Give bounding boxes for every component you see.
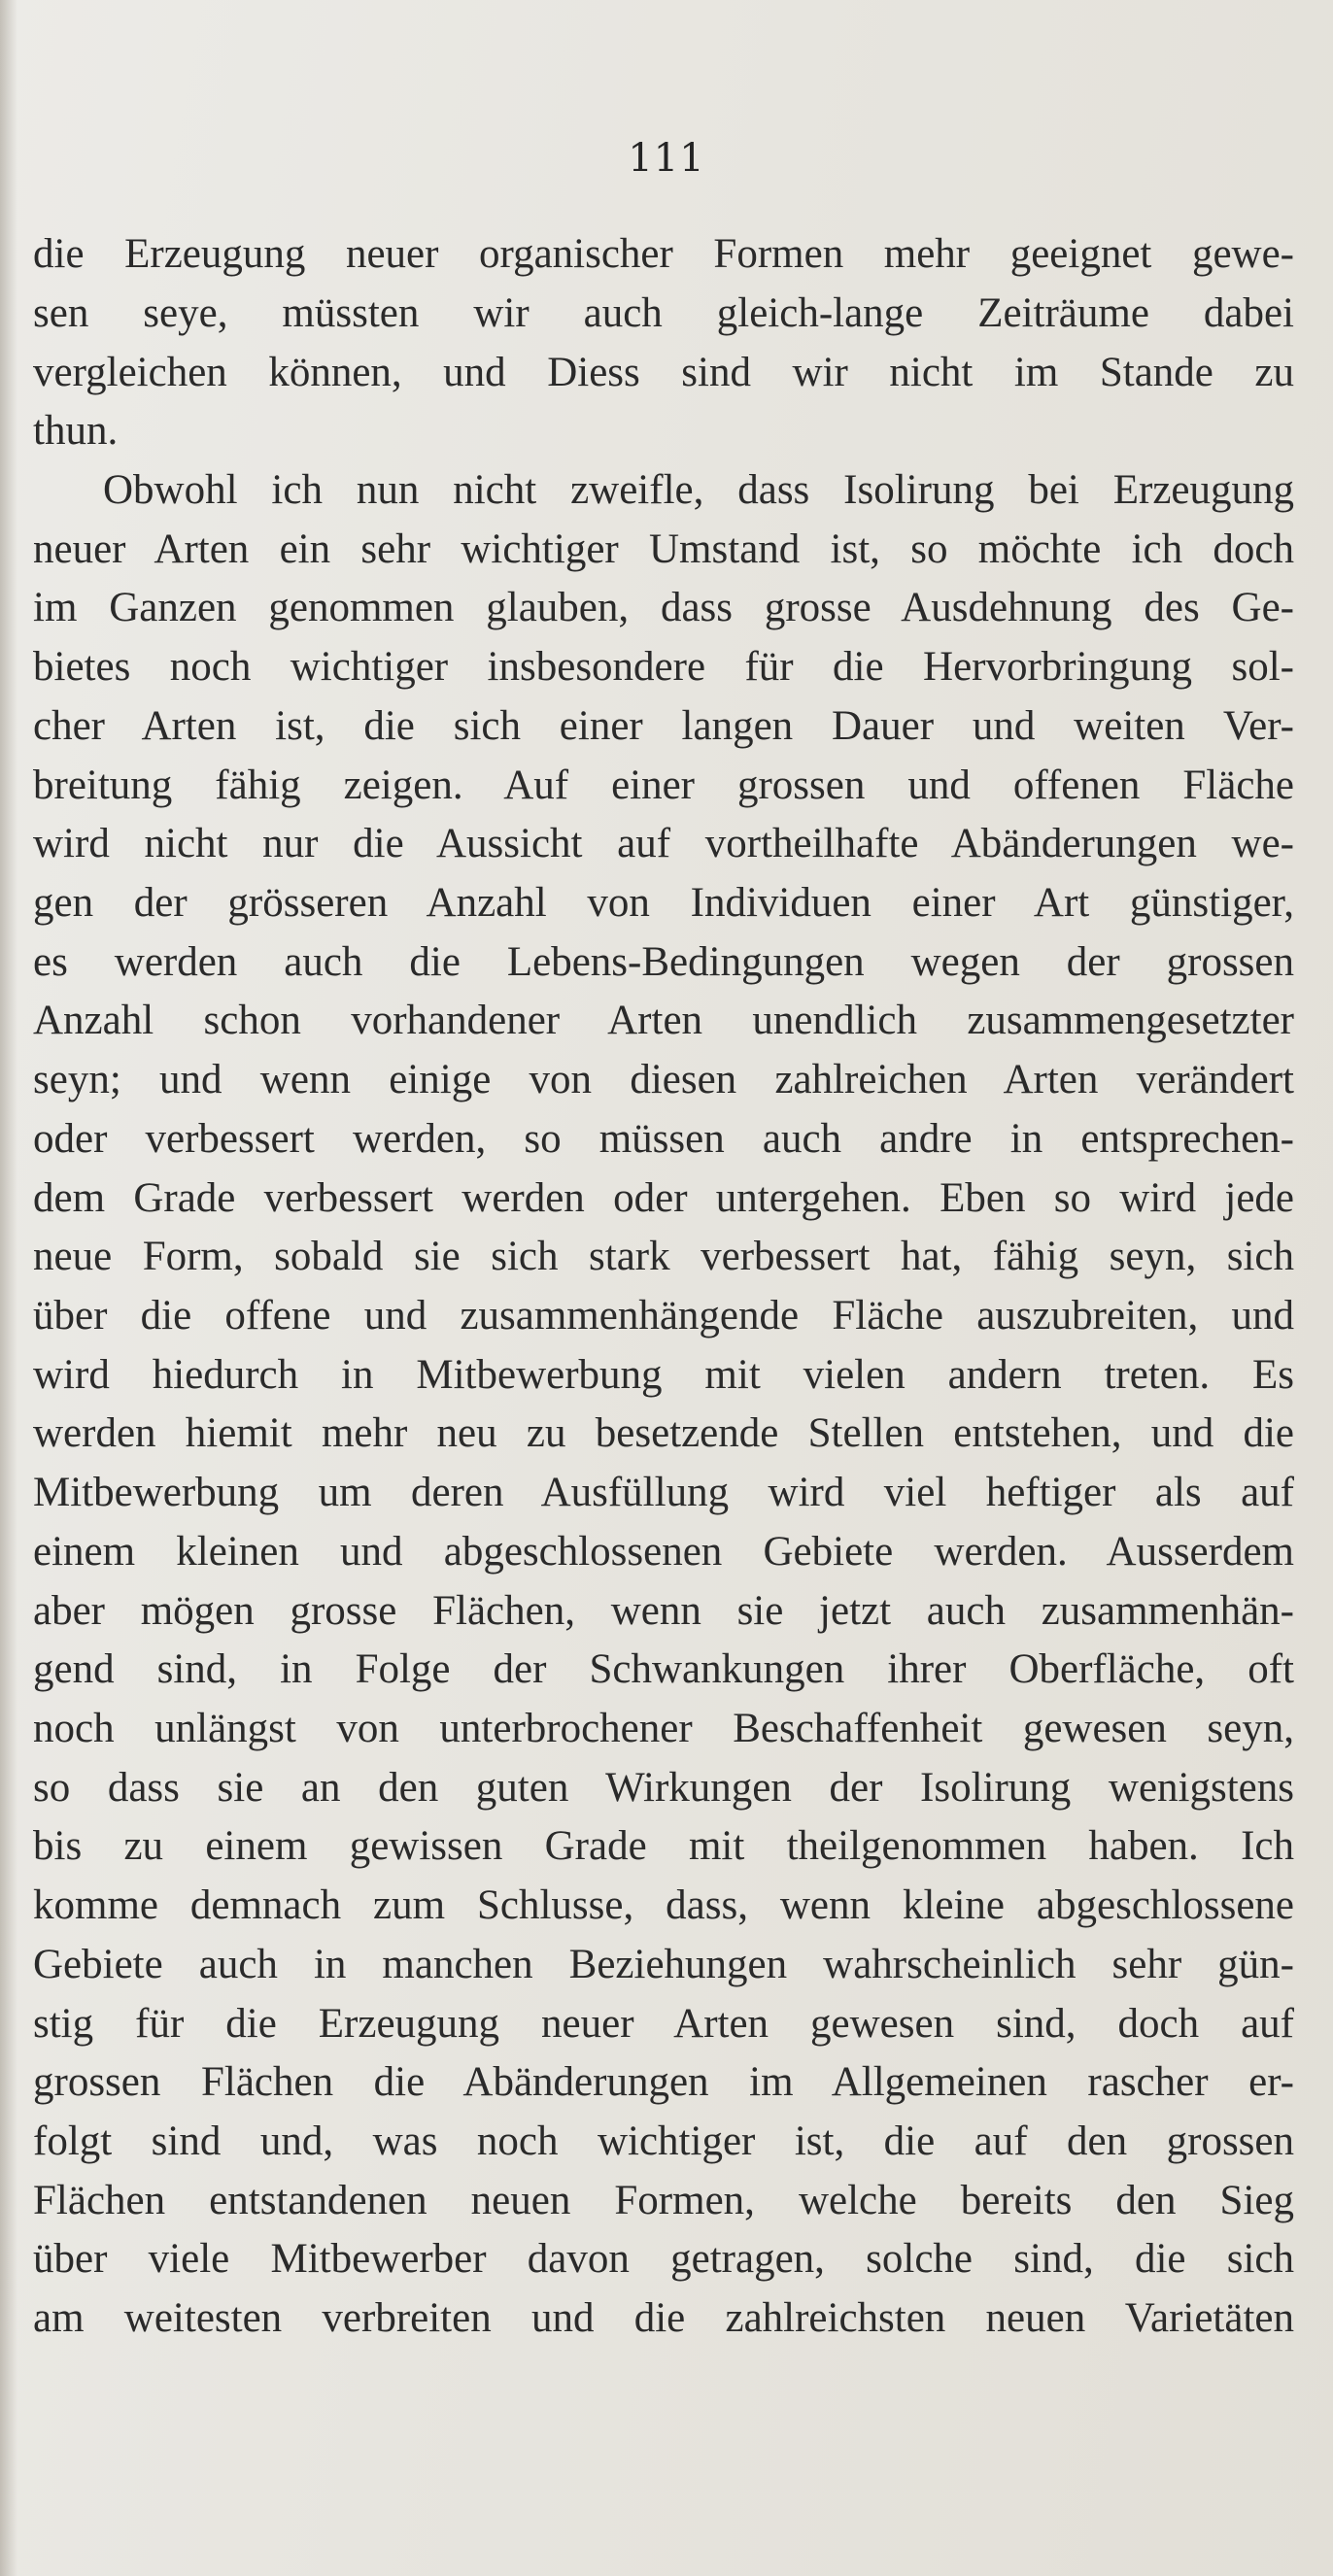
text-line: gend sind, in Folge der Schwankungen ihrer Oberfläche, oft — [33, 1646, 1294, 1692]
text-line: wird hiedurch in Mitbewerbung mit vielen andern treten. Es — [33, 1352, 1294, 1398]
text-line: noch unlängst von unterbrochener Beschaffenheit gewesen seyn, — [33, 1706, 1294, 1751]
text-line: einem kleinen und abgeschlossenen Gebiete werden. Ausserdem — [33, 1529, 1294, 1575]
text-line: thun. — [33, 408, 119, 454]
text-line: bis zu einem gewissen Grade mit theilgenommen haben. Ich — [33, 1823, 1294, 1869]
text-line: Obwohl ich nun nicht zweifle, dass Isolirung bei Erzeugung — [103, 467, 1294, 513]
text-line: über viele Mitbewerber davon getragen, solche sind, die sich — [33, 2236, 1294, 2282]
text-line: cher Arten ist, die sich einer langen Dauer und weiten Ver- — [33, 703, 1294, 749]
text-line: dem Grade verbessert werden oder untergehen. Eben so wird jede — [33, 1175, 1294, 1221]
text-line: Anzahl schon vorhandener Arten unendlich zusammengesetzter — [33, 998, 1294, 1043]
text-line: bietes noch wichtiger insbesondere für die Hervorbringung sol- — [33, 644, 1294, 690]
text-line: Flächen entstandenen neuen Formen, welche bereits den Sieg — [33, 2178, 1294, 2223]
text-line: werden hiemit mehr neu zu besetzende Stellen entstehen, und die — [33, 1410, 1294, 1456]
text-line: die Erzeugung neuer organischer Formen mehr geeignet gewe- — [33, 231, 1294, 277]
text-line: im Ganzen genommen glauben, dass grosse Ausdehnung des Ge- — [33, 585, 1294, 630]
text-line: Mitbewerbung um deren Ausfüllung wird viel heftiger als auf — [33, 1470, 1294, 1515]
text-line: über die offene und zusammenhängende Fläche auszubreiten, und — [33, 1293, 1294, 1339]
text-line: wird nicht nur die Aussicht auf vortheilhafte Abänderungen we- — [33, 821, 1294, 866]
text-line: grossen Flächen die Abänderungen im Allgemeinen rascher er- — [33, 2059, 1294, 2105]
text-line: aber mögen grosse Flächen, wenn sie jetzt auch zusammenhän- — [33, 1588, 1294, 1634]
text-line: sen seye, müssten wir auch gleich-lange Zeiträume dabei — [33, 290, 1294, 336]
text-line: es werden auch die Lebens-Bedingungen wegen der grossen — [33, 939, 1294, 985]
text-line: gen der grösseren Anzahl von Individuen einer Art günstiger, — [33, 880, 1294, 926]
text-line: neue Form, sobald sie sich stark verbessert hat, fähig seyn, sich — [33, 1234, 1294, 1279]
page-number: 111 — [628, 136, 705, 181]
text-line: oder verbessert werden, so müssen auch andre in entsprechen- — [33, 1116, 1294, 1162]
text-line: so dass sie an den guten Wirkungen der Isolirung wenigstens — [33, 1765, 1294, 1811]
text-line: stig für die Erzeugung neuer Arten gewesen sind, doch auf — [33, 2001, 1294, 2047]
text-line: am weitesten verbreiten und die zahlreichsten neuen Varietäten — [33, 2295, 1294, 2341]
text-line: breitung fähig zeigen. Auf einer grossen und offenen Fläche — [33, 763, 1294, 808]
text-line: neuer Arten ein sehr wichtiger Umstand ist, so möchte ich doch — [33, 526, 1294, 572]
text-line: Gebiete auch in manchen Beziehungen wahrscheinlich sehr gün- — [33, 1942, 1294, 1987]
text-line: seyn; und wenn einige von diesen zahlreichen Arten verändert — [33, 1057, 1294, 1102]
text-line: folgt sind und, was noch wichtiger ist, die auf den grossen — [33, 2118, 1294, 2164]
text-line: vergleichen können, und Diess sind wir nicht im Stande zu — [33, 350, 1294, 395]
gutter-shadow — [0, 0, 17, 2576]
text-line: komme demnach zum Schlusse, dass, wenn kleine abgeschlossene — [33, 1882, 1294, 1928]
